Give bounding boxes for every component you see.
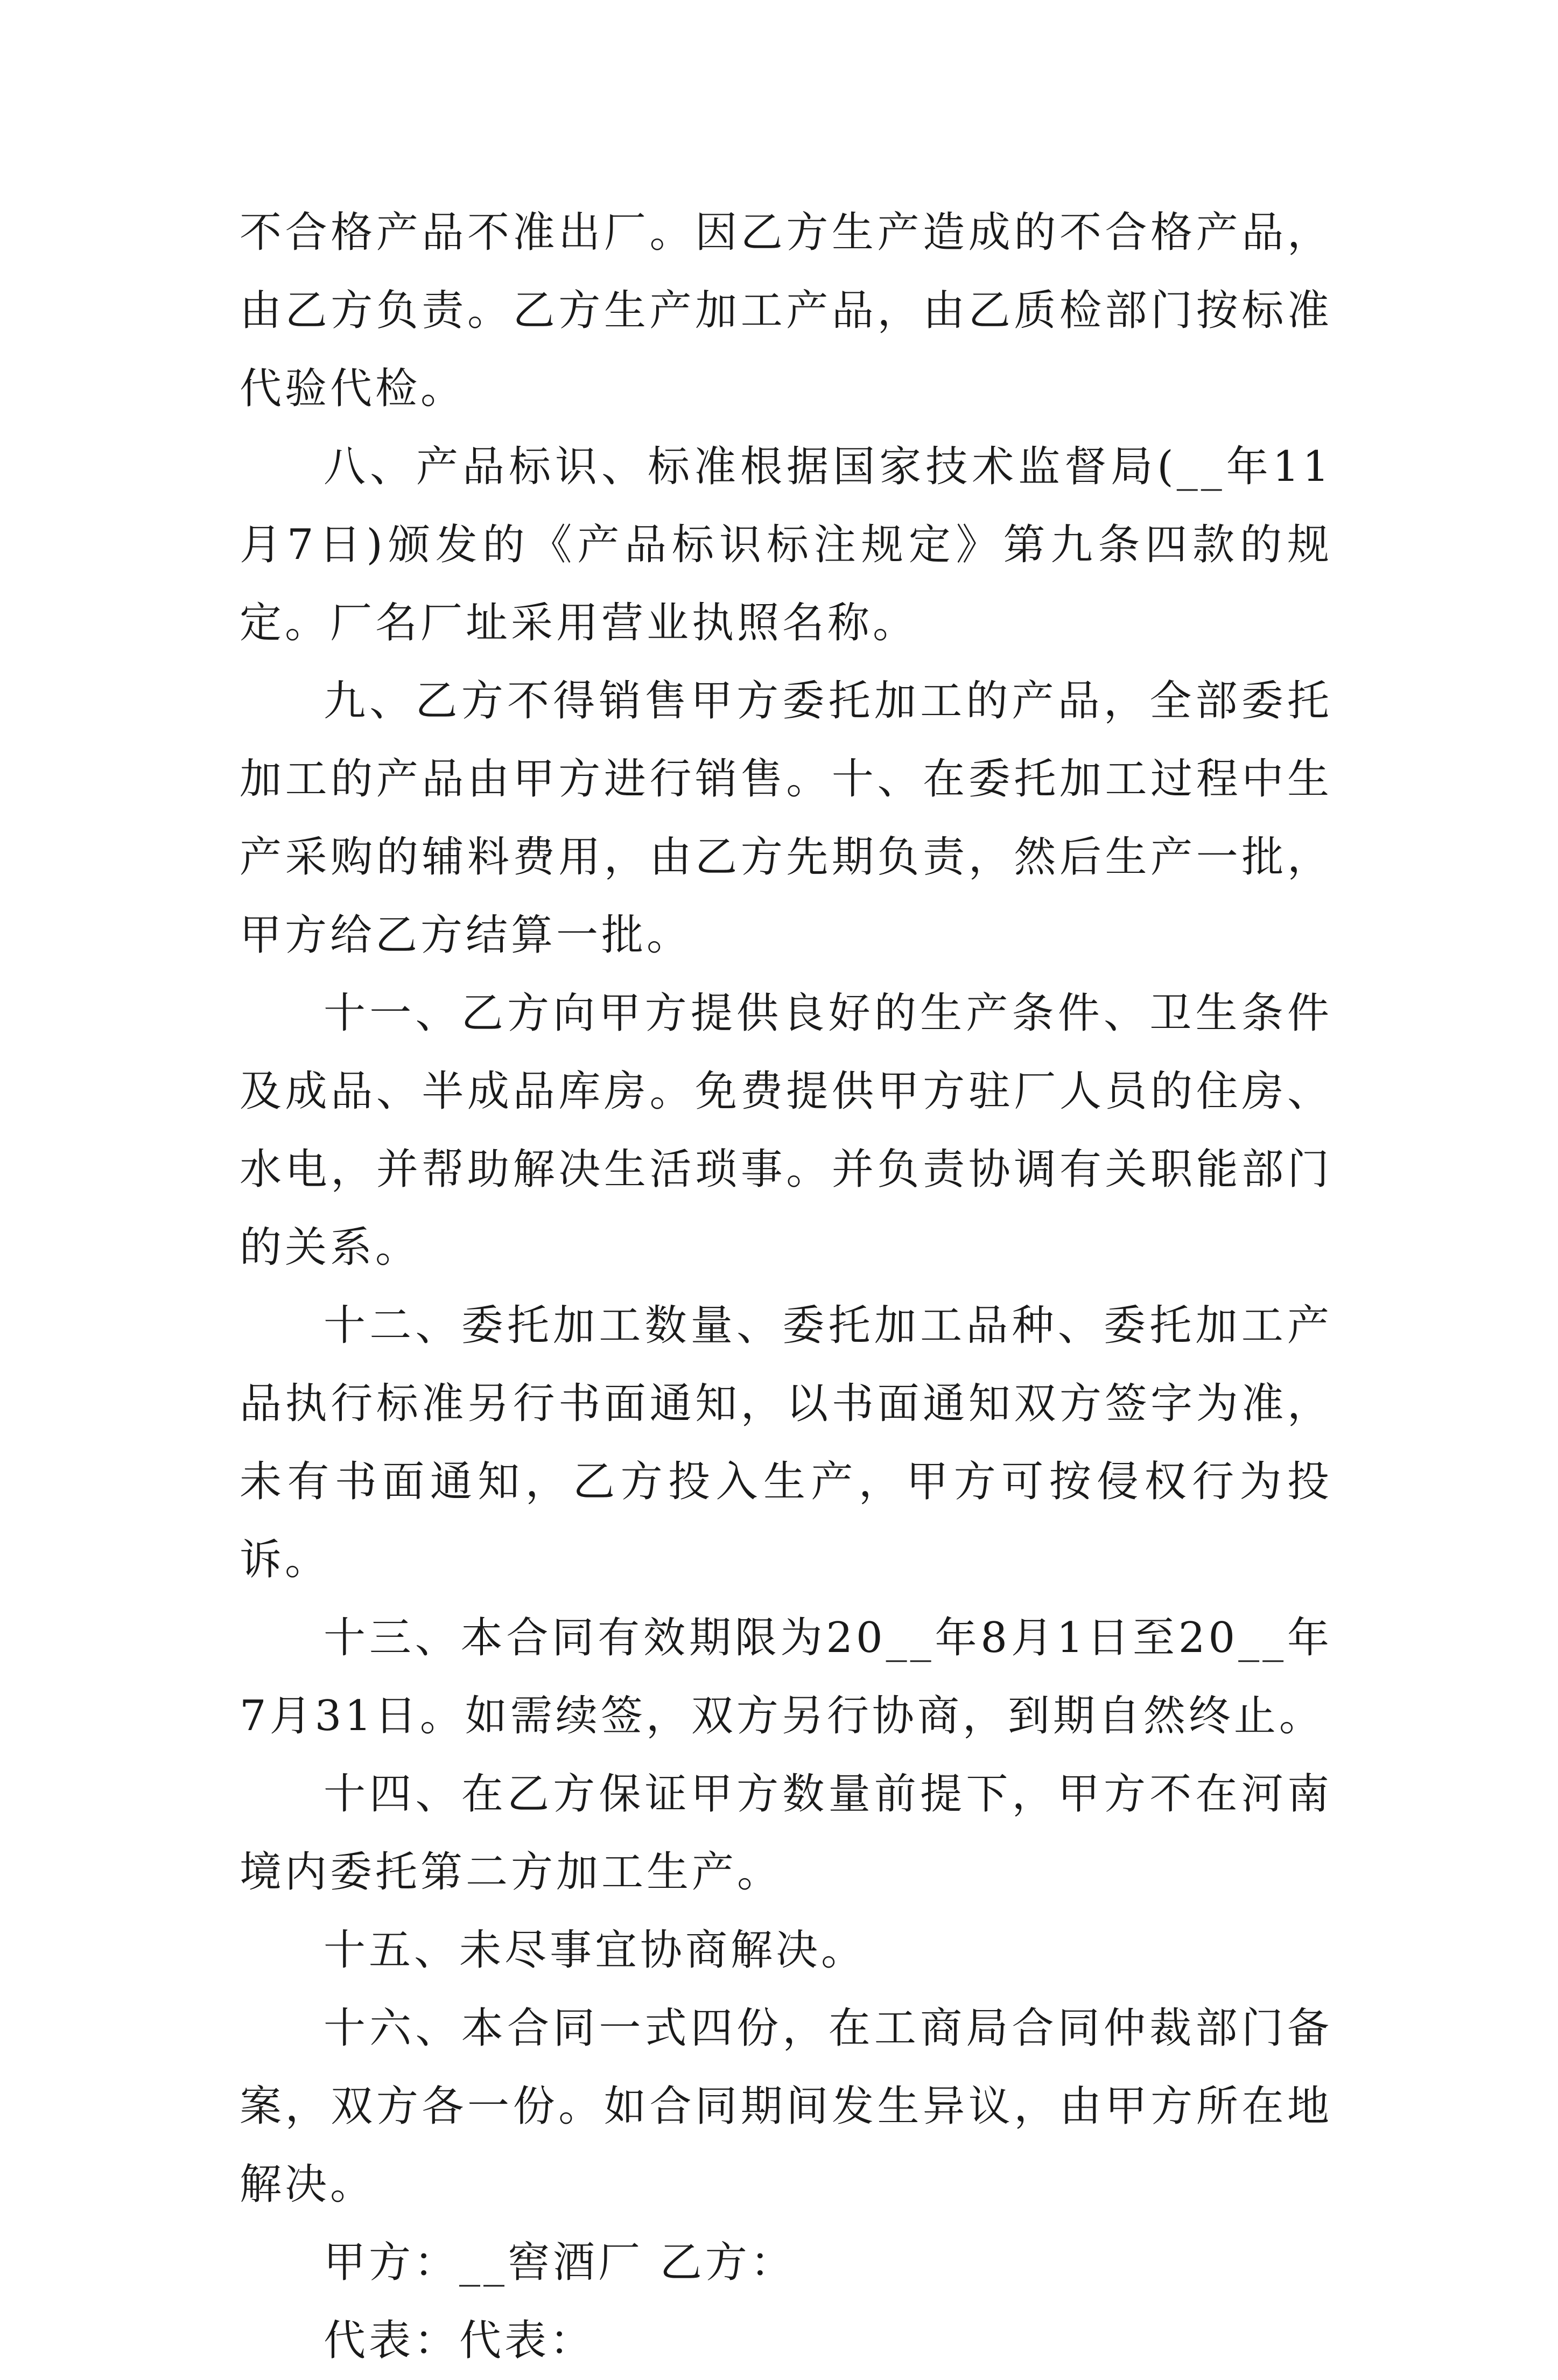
paragraph-article-15: 十五、未尽事宜协商解决。 (324, 1926, 867, 1975)
paragraph-article-16: 十六、本合同一式四份，在工商局合同仲裁部门备案，双方各一份。如合同期间发生异议，由甲方所在地解决。 (240, 2004, 1332, 2209)
signature-representatives: 代表：代表： (324, 2316, 595, 2365)
contract-body (240, 194, 1332, 2380)
paragraph-continued: 不合格产品不准出厂。因乙方生产造成的不合格产品，由乙方负责。乙方生产加工产品，由乙质检部门按标准代验代检。 (240, 208, 1332, 413)
paragraph-article-9-10: 九、乙方不得销售甲方委托加工的产品，全部委托加工的产品由甲方进行销售。十、在委托加工过程中生产采购的辅料费用，由乙方先期负责，然后生产一批，甲方给乙方结算一批。 (240, 677, 1332, 960)
paragraph-article-11: 十一、乙方向甲方提供良好的生产条件、卫生条件及成品、半成品库房。免费提供甲方驻厂人员的住房、水电，并帮助解决生活琐事。并负责协调有关职能部门的关系。 (240, 989, 1332, 1272)
paragraph-article-14: 十四、在乙方保证甲方数量前提下，甲方不在河南境内委托第二方加工生产。 (240, 1770, 1332, 1896)
paragraph-article-8: 八、产品标识、标准根据国家技术监督局(__年11月7日)颁发的《产品标识标注规定》第九条四款的规定。厂名厂址采用营业执照名称。 (240, 443, 1332, 647)
paragraph-article-13: 十三、本合同有效期限为20__年8月1日至20__年7月31日。如需续签，双方另行协商，到期自然终止。 (240, 1614, 1332, 1740)
paragraph-article-12: 十二、委托加工数量、委托加工品种、委托加工产品执行标准另行书面通知，以书面通知双方签字为准，未有书面通知，乙方投入生产，甲方可按侵权行为投诉。 (240, 1301, 1332, 1584)
signature-parties: 甲方：__窖酒厂 乙方： (324, 2238, 796, 2287)
